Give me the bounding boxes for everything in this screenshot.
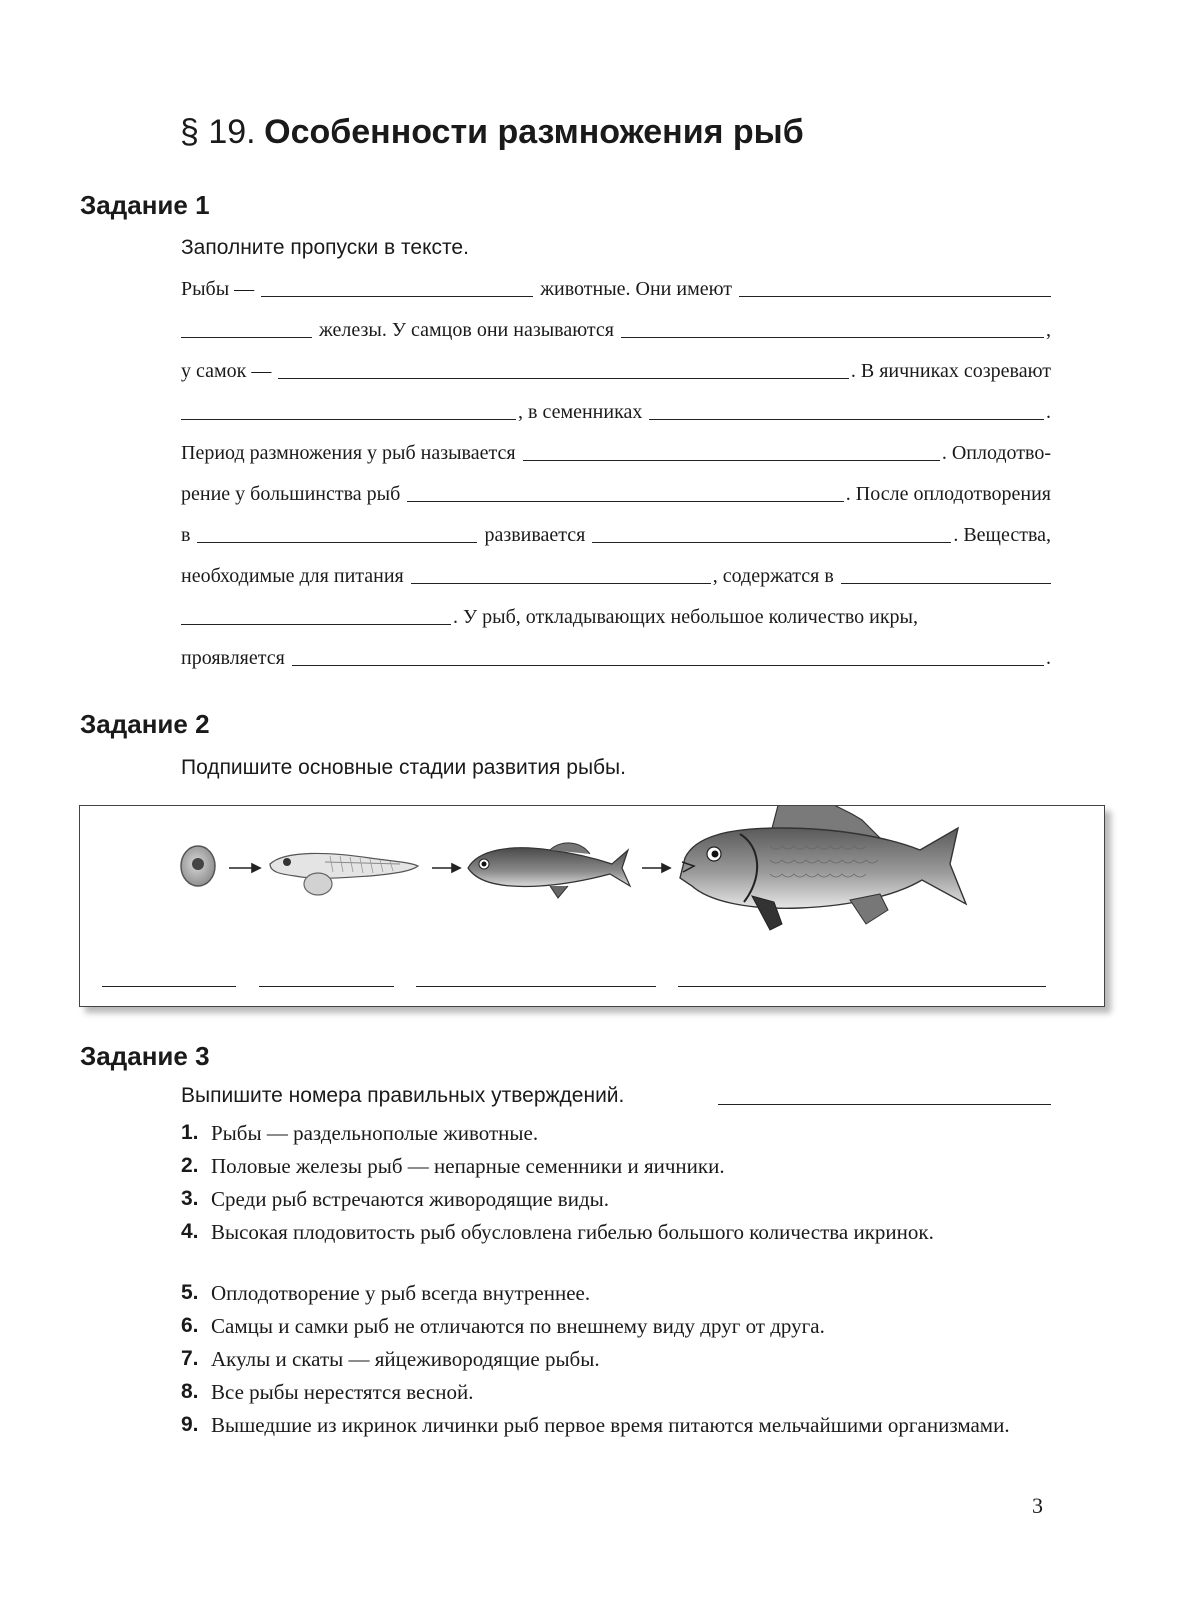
text-segment: необходимые для питания <box>181 565 404 587</box>
statement-item <box>181 1120 1051 1146</box>
fill-line-10 <box>181 641 1051 671</box>
fill-line-5 <box>181 436 1051 466</box>
text-segment: . Вещества, <box>953 524 1051 546</box>
blank-1[interactable] <box>261 280 533 297</box>
text-segment: . <box>1046 647 1051 669</box>
text-segment: Период размножения у рыб называется <box>181 442 516 464</box>
statement-number: 3. <box>181 1187 199 1210</box>
task-1-instruction: Заполните пропуски в тексте. <box>181 236 469 259</box>
statement-number: 7. <box>181 1347 199 1370</box>
blank-8[interactable] <box>523 444 940 461</box>
blank-14[interactable] <box>181 608 451 625</box>
statement-item <box>181 1412 1051 1438</box>
blank-11[interactable] <box>592 526 951 543</box>
statement-item <box>181 1153 1051 1179</box>
task-2-instruction: Подпишите основные стадии развития рыбы. <box>181 756 626 779</box>
fill-line-8 <box>181 559 1051 589</box>
statement-text: Среди рыб встречаются живородящие виды. <box>211 1187 610 1211</box>
fill-line-7 <box>181 518 1051 548</box>
fill-line-3 <box>181 354 1051 384</box>
fill-line-9 <box>181 600 1051 630</box>
statement-text: Высокая плодовитость рыб обусловлена гибелью большого количества икринок. <box>211 1220 934 1244</box>
statement-number: 9. <box>181 1413 199 1436</box>
statement-text: Половые железы рыб — непарные семенники и яичники. <box>211 1154 725 1178</box>
fill-line-1 <box>181 272 1051 302</box>
arrow-icon <box>642 864 670 872</box>
task-3-instruction: Выпишите номера правильных утверждений. <box>181 1084 625 1107</box>
text-segment: проявляется <box>181 647 285 669</box>
fry-icon <box>468 843 630 898</box>
page-title <box>180 110 804 155</box>
blank-4[interactable] <box>621 321 1044 338</box>
text-segment: . <box>1046 401 1051 423</box>
statement-text: Все рыбы нерестятся весной. <box>211 1380 474 1404</box>
fill-line-6 <box>181 477 1051 507</box>
task-2-heading: Задание 2 <box>80 709 210 739</box>
text-segment: Рыбы — <box>181 278 255 300</box>
statement-number: 1. <box>181 1121 199 1144</box>
egg-icon <box>181 846 215 886</box>
statement-text: Рыбы — раздельнополые животные. <box>211 1121 539 1145</box>
statement-number: 5. <box>181 1281 199 1304</box>
statement-item <box>181 1219 1051 1245</box>
blank-3[interactable] <box>181 321 312 338</box>
text-segment: , содержатся в <box>712 565 834 587</box>
section-title: Особенности размножения рыб <box>264 113 804 151</box>
blank-5[interactable] <box>278 362 848 379</box>
blank-9[interactable] <box>407 485 843 502</box>
stage-1-answer-line[interactable] <box>102 986 236 987</box>
arrow-icon <box>432 864 460 872</box>
statement-text: Вышедшие из икринок личинки рыб первое время питаются мельчайшими организмами. <box>211 1413 1010 1437</box>
statement-number: 2. <box>181 1154 199 1177</box>
text-segment: , <box>1046 319 1051 341</box>
fill-line-2 <box>181 313 1051 343</box>
task-3-answer-line[interactable] <box>718 1104 1051 1105</box>
statement-item <box>181 1280 1051 1306</box>
task-1-heading: Задание 1 <box>80 190 210 220</box>
blank-7[interactable] <box>649 403 1044 420</box>
blank-15[interactable] <box>292 649 1044 666</box>
blank-13[interactable] <box>841 567 1051 584</box>
stage-4-answer-line[interactable] <box>678 986 1046 987</box>
statement-number: 8. <box>181 1380 199 1403</box>
stage-2-answer-line[interactable] <box>259 986 394 987</box>
text-segment: . У рыб, откладывающих небольшое количество икры, <box>453 606 918 628</box>
larva-icon <box>270 853 418 895</box>
text-segment: . В яичниках созревают <box>850 360 1051 382</box>
statement-text: Самцы и самки рыб не отличаются по внешнему виду друг от друга. <box>211 1314 825 1338</box>
blank-12[interactable] <box>411 567 711 584</box>
statement-item <box>181 1313 1051 1339</box>
section-number: § 19. <box>180 113 256 151</box>
text-segment: в <box>181 524 191 546</box>
page-number: 3 <box>1032 1493 1043 1518</box>
text-segment: развивается <box>484 524 586 546</box>
statement-number: 6. <box>181 1314 199 1337</box>
text-segment: рение у большинства рыб <box>181 483 401 505</box>
text-segment: животные. Они имеют <box>540 278 733 300</box>
statement-item <box>181 1186 1051 1212</box>
development-stages-figure <box>79 805 1105 1007</box>
text-segment: у самок — <box>181 360 272 382</box>
text-segment: . Оплодотво- <box>941 442 1051 464</box>
stages-illustration <box>80 806 1104 1006</box>
blank-6[interactable] <box>181 403 516 420</box>
blank-2[interactable] <box>739 280 1051 297</box>
statement-number: 4. <box>181 1220 199 1243</box>
statement-item <box>181 1379 1051 1405</box>
arrow-icon <box>229 864 260 872</box>
task-3-heading: Задание 3 <box>80 1041 210 1071</box>
text-segment: . После оплодотворения <box>845 483 1051 505</box>
blank-10[interactable] <box>197 526 477 543</box>
stage-3-answer-line[interactable] <box>416 986 656 987</box>
text-segment: железы. У самцов они называются <box>319 319 614 341</box>
adult-fish-icon <box>680 806 966 930</box>
statement-item <box>181 1346 1051 1372</box>
statement-text: Оплодотворение у рыб всегда внутреннее. <box>211 1281 591 1305</box>
fill-line-4 <box>181 395 1051 425</box>
text-segment: , в семенниках <box>518 401 643 423</box>
statement-text: Акулы и скаты — яйцеживородящие рыбы. <box>211 1347 600 1371</box>
